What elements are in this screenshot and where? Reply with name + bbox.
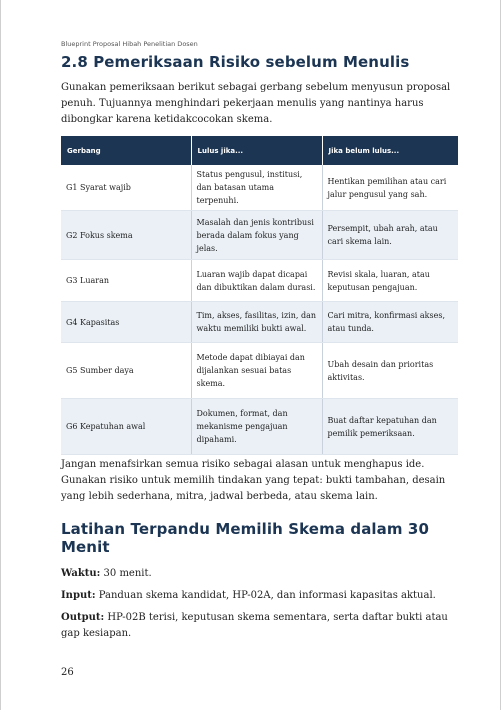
table-cell-lulus: Tim, akses, fasilitas, izin, dan waktu memiliki bukti awal. (191, 302, 322, 343)
section-title: 2.8 Pemeriksaan Risiko sebelum Menulis (61, 53, 410, 71)
table-cell-belum-lulus: Ubah desain dan prioritas aktivitas. (322, 343, 458, 399)
column-header-belum-lulus: Jika belum lulus... (322, 136, 458, 165)
waktu-value: 30 menit. (100, 568, 152, 579)
table-cell-lulus: Masalah dan jenis kontribusi berada dalam fokus yang jelas. (191, 211, 322, 260)
table-row (61, 165, 458, 211)
table-cell-lulus: Luaran wajib dapat dicapai dan dibuktikan dalam durasi. (191, 260, 322, 302)
page-content (61, 40, 458, 648)
risk-gate-table (61, 136, 458, 455)
table-cell-belum-lulus: Cari mitra, konfirmasi akses, atau tunda. (322, 302, 458, 343)
input-label: Input: (61, 590, 96, 601)
output-value: HP-02B terisi, keputusan skema sementara, serta daftar bukti atau gap kesiapan. (61, 612, 448, 639)
table-cell-belum-lulus: Buat daftar kepatuhan dan pemilik pemeriksaan. (322, 399, 458, 455)
column-header-lulus: Lulus jika... (191, 136, 322, 165)
table-cell-gerbang: G3 Luaran (61, 260, 191, 302)
column-header-gerbang: Gerbang (61, 136, 191, 165)
page-number: 26 (61, 667, 74, 678)
closing-paragraph: Jangan menafsirkan semua risiko sebagai alasan untuk menghapus ide. Gunakan risiko untuk memilih tindakan yang tepat: bukti tambahan, desain yang lebih sederhana, mitra, jadwal berbeda, atau skema lain. (61, 459, 446, 502)
waktu-label: Waktu: (61, 568, 101, 579)
table-cell-gerbang: G5 Sumber daya (61, 343, 191, 399)
table-cell-belum-lulus: Hentikan pemilihan atau cari jalur pengusul yang sah. (322, 165, 458, 211)
table-cell-gerbang: G4 Kapasitas (61, 302, 191, 343)
table-row (61, 343, 458, 399)
output-label: Output: (61, 612, 105, 623)
exercise-output (61, 610, 458, 642)
table-cell-lulus: Status pengusul, institusi, dan batasan utama terpenuhi. (191, 165, 322, 211)
table-cell-lulus: Dokumen, format, dan mekanisme pengajuan dipahami. (191, 399, 322, 455)
exercise-waktu (61, 566, 458, 582)
table-row (61, 399, 458, 455)
section-intro: Gunakan pemeriksaan berikut sebagai gerbang sebelum menyusun proposal penuh. Tujuannya menghindari pekerjaan menulis yang nantinya harus dibongkar karena ketidakcocokan skema. (61, 82, 451, 125)
table-header-row (61, 136, 458, 165)
running-header: Blueprint Proposal Hibah Penelitian Dosen (61, 40, 198, 48)
input-value: Panduan skema kandidat, HP-02A, dan informasi kapasitas aktual. (95, 590, 436, 601)
table-row (61, 260, 458, 302)
table-cell-belum-lulus: Persempit, ubah arah, atau cari skema lain. (322, 211, 458, 260)
exercise-input (61, 588, 458, 604)
table-cell-gerbang: G2 Fokus skema (61, 211, 191, 260)
table-cell-belum-lulus: Revisi skala, luaran, atau keputusan pengajuan. (322, 260, 458, 302)
exercise-title: Latihan Terpandu Memilih Skema dalam 30 Menit (61, 520, 430, 556)
table-cell-gerbang: G6 Kepatuhan awal (61, 399, 191, 455)
table-cell-lulus: Metode dapat dibiayai dan dijalankan sesuai batas skema. (191, 343, 322, 399)
table-cell-gerbang: G1 Syarat wajib (61, 165, 191, 211)
table-row (61, 211, 458, 260)
table-row (61, 302, 458, 343)
